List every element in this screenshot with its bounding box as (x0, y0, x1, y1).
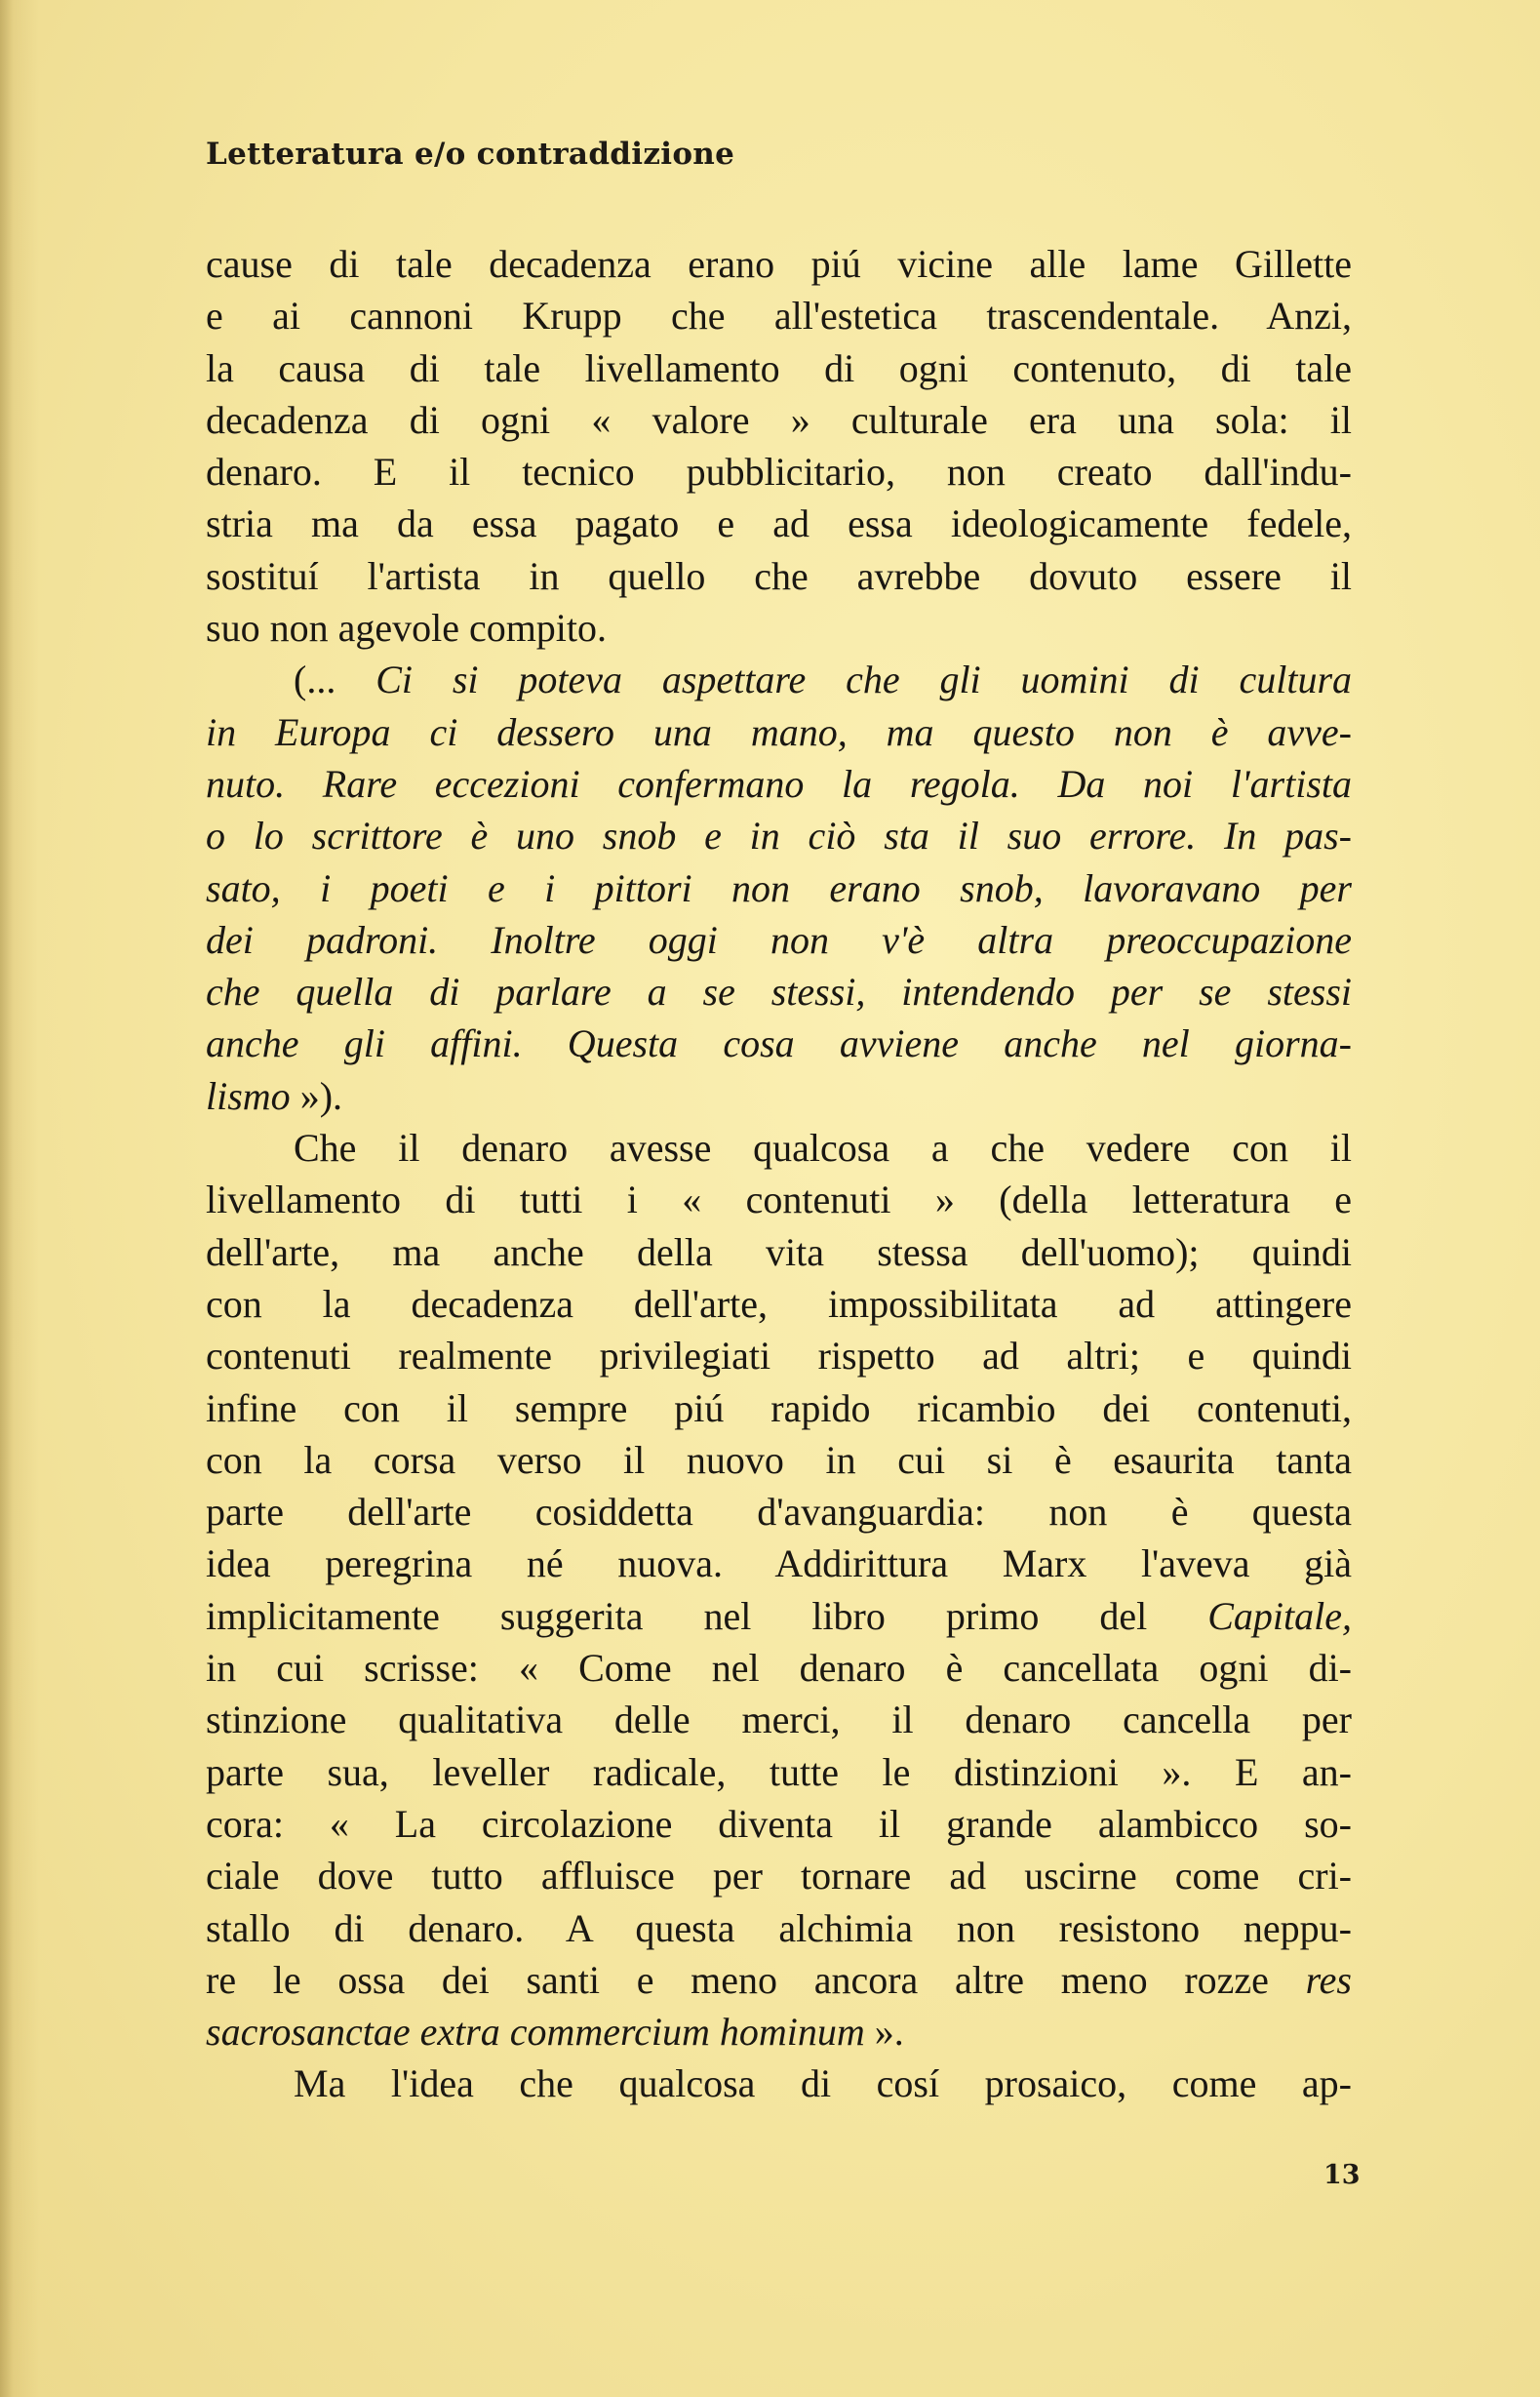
text-line: contenuti realmente privilegiati rispetto ad altri; e quindi (206, 1334, 1352, 1378)
text-segment: re le ossa dei santi e meno ancora altre meno rozze (206, 1957, 1306, 2002)
text-line: livellamento di tutti i « contenuti » (della letteratura e (206, 1178, 1352, 1222)
text-line: denaro. E il tecnico pubblicitario, non creato dall'indu- (206, 450, 1352, 495)
text-line (206, 1070, 1352, 1122)
text-line: che quella di parlare a se stessi, intendendo per se stessi (206, 970, 1352, 1015)
text-line (206, 2006, 1352, 2057)
text-segment: implicitamente suggerita nel libro primo del (206, 1593, 1208, 1638)
text-line: nuto. Rare eccezioni confermano la regola. Da noi l'artista (206, 761, 1352, 806)
text-line: e ai cannoni Krupp che all'estetica trascendentale. Anzi, (206, 294, 1352, 339)
text-segment: (... (294, 658, 376, 702)
text-line: dell'arte, ma anche della vita stessa dell'uomo); quindi (206, 1229, 1352, 1274)
text-segment-italic: Ci si poteva aspettare che gli uomini di cultura (375, 658, 1353, 702)
text-line: parte dell'arte cosiddetta d'avanguardia: non è questa (206, 1490, 1352, 1535)
text-line: decadenza di ogni « valore » culturale era una sola: il (206, 397, 1352, 442)
text-line: stinzione qualitativa delle merci, il denaro cancella per (206, 1698, 1352, 1742)
text-line: o lo scrittore è uno snob e in ciò sta il suo errore. In pas- (206, 814, 1352, 859)
text-line: con la corsa verso il nuovo in cui si è esaurita tanta (206, 1437, 1352, 1482)
text-line: ciale dove tutto affluisce per tornare ad uscirne come cri- (206, 1854, 1352, 1898)
text-segment: »). (290, 1073, 343, 1118)
text-line: idea peregrina né nuova. Addirittura Marx l'aveva già (206, 1541, 1352, 1586)
text-segment-italic: lismo (206, 1073, 291, 1118)
text-line: parte sua, leveller radicale, tutte le distinzioni ». E an- (206, 1749, 1352, 1794)
body-text (206, 238, 1352, 2110)
text-line: stallo di denaro. A questa alchimia non resistono neppu- (206, 1905, 1352, 1950)
text-line: Ma l'idea che qualcosa di cosí prosaico, come ap- (294, 2061, 1352, 2106)
text-line: infine con il sempre piú rapido ricambio dei contenuti, (206, 1385, 1352, 1430)
page-number: 13 (1323, 2160, 1361, 2190)
text-line: Che il denaro avesse qualcosa a che vedere con il (294, 1126, 1352, 1171)
text-line: sato, i poeti e i pittori non erano snob, lavoravano per (206, 865, 1352, 910)
text-segment-italic: Capitale, (1207, 1593, 1352, 1638)
text-segment: ». (864, 2010, 904, 2055)
text-line: la causa di tale livellamento di ogni contenuto, di tale (206, 345, 1352, 390)
text-line (206, 1590, 1352, 1642)
text-line: cause di tale decadenza erano piú vicine alle lame Gillette (206, 242, 1352, 286)
text-line: dei padroni. Inoltre oggi non v'è altra preoccupazione (206, 917, 1352, 962)
text-segment-italic: res (1305, 1957, 1352, 2002)
text-segment-italic: sacrosanctae extra commercium hominum (206, 2010, 865, 2055)
text-line: con la decadenza dell'arte, impossibilitata ad attingere (206, 1281, 1352, 1326)
text-line: stria ma da essa pagato e ad essa ideologicamente fedele, (206, 501, 1352, 546)
text-line: in cui scrisse: « Come nel denaro è cancellata ogni di- (206, 1646, 1352, 1691)
text-line (206, 654, 1352, 705)
text-line (206, 1954, 1352, 2006)
text-line: in Europa ci dessero una mano, ma questo non è avve- (206, 709, 1352, 754)
running-head: Letteratura e/o contraddizione (206, 137, 735, 172)
text-line: anche gli affini. Questa cosa avviene anche nel giorna- (206, 1021, 1352, 1066)
text-line: suo non agevole compito. (206, 606, 608, 651)
text-line: sostituí l'artista in quello che avrebbe dovuto essere il (206, 553, 1352, 598)
text-line: cora: « La circolazione diventa il grande alambicco so- (206, 1801, 1352, 1846)
